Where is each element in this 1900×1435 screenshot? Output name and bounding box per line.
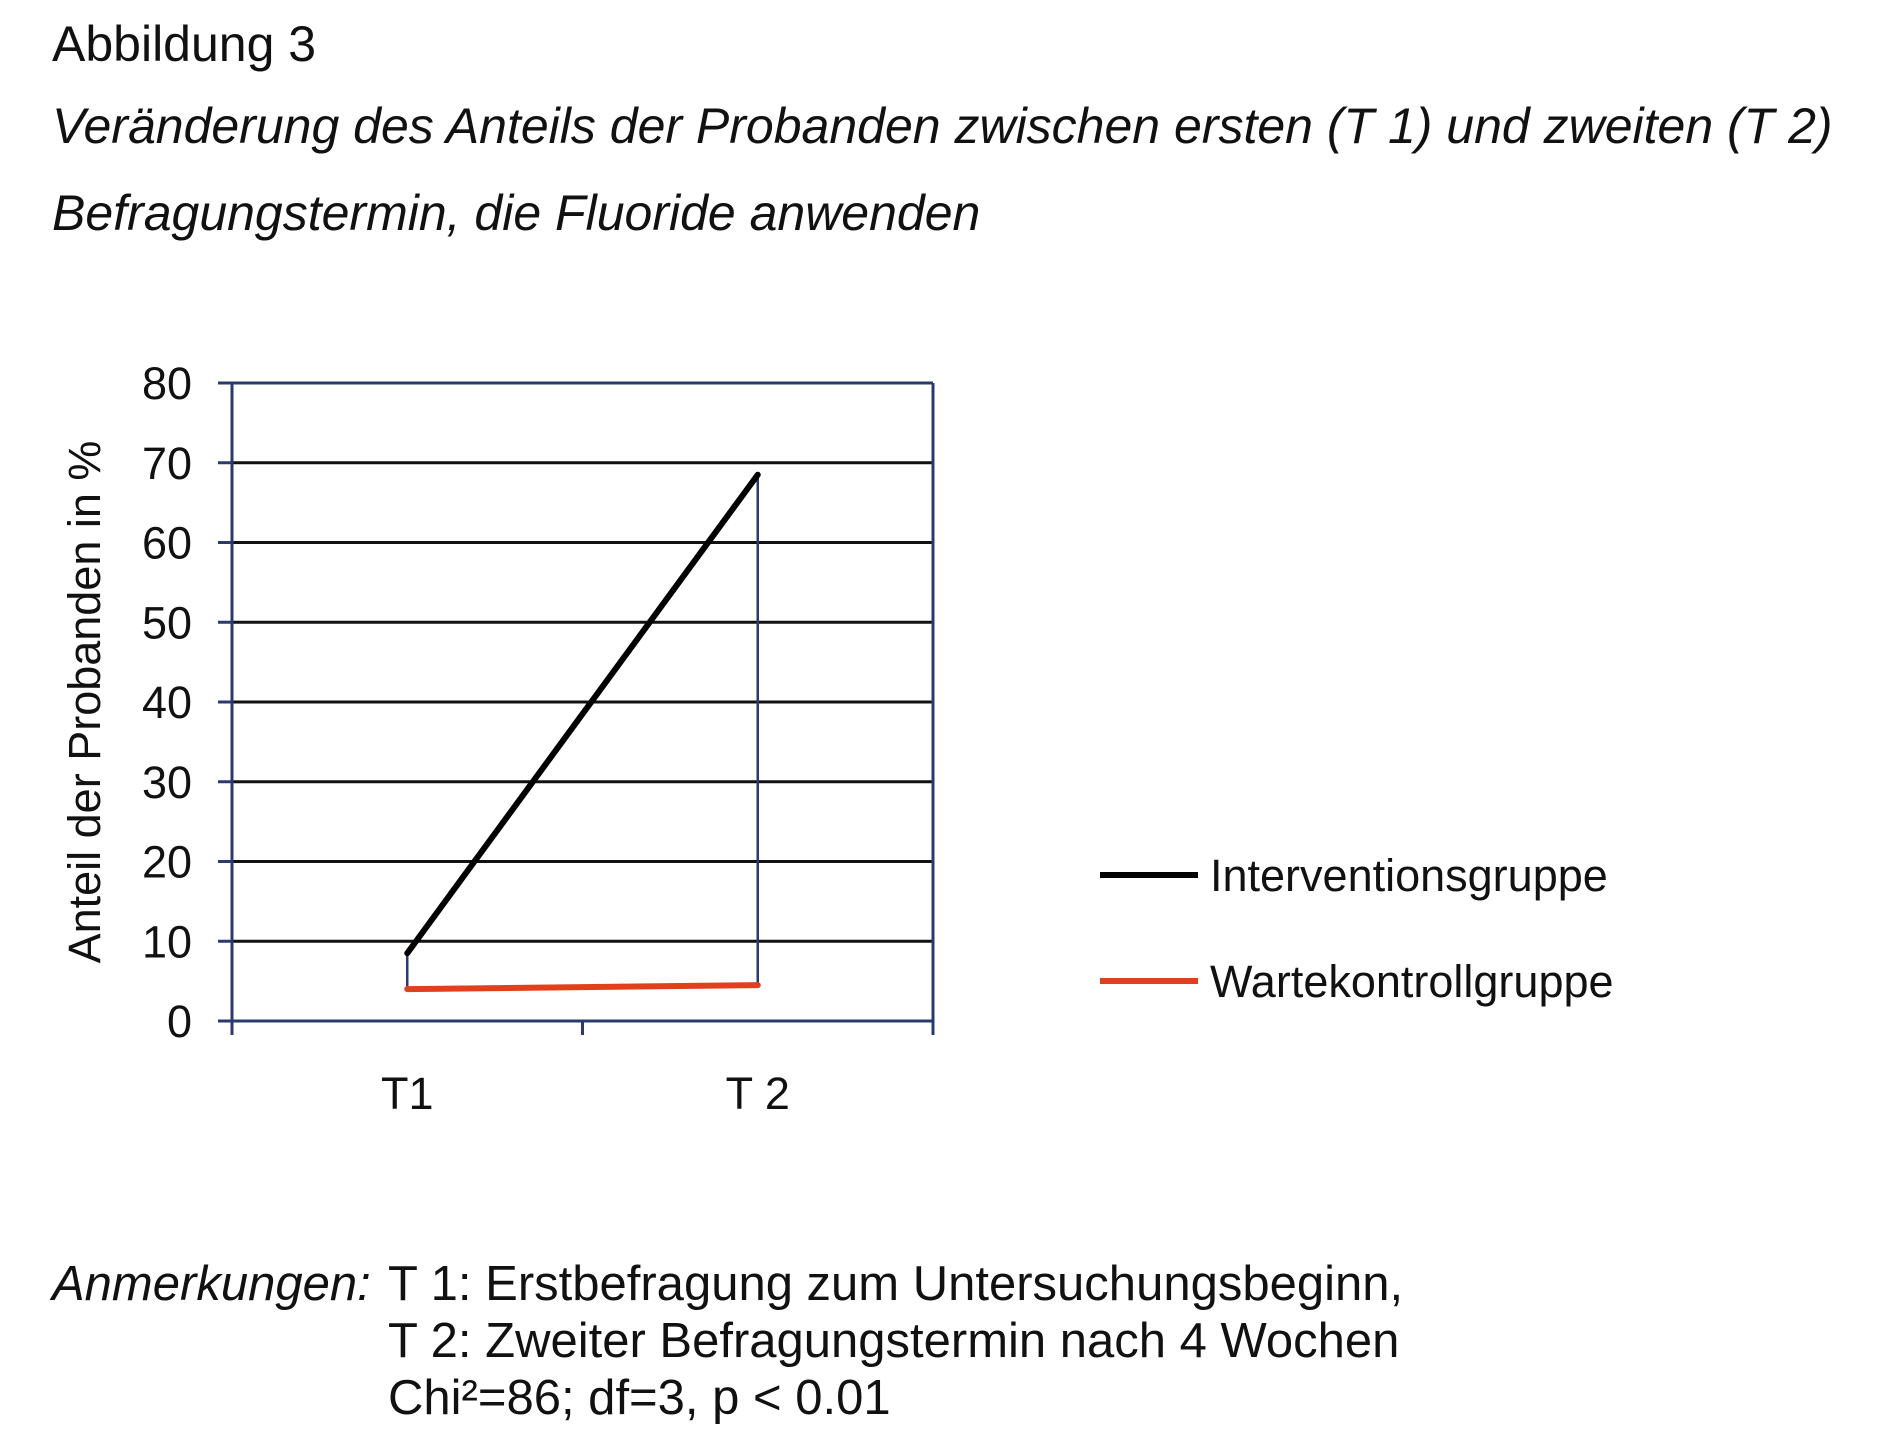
y-tick-label: 50: [141, 597, 192, 649]
notes-label: Anmerkungen:: [52, 1257, 371, 1311]
y-tick-label: 80: [141, 358, 192, 409]
legend-label: Interventionsgruppe: [1210, 850, 1608, 901]
x-tick-label: T1: [380, 1068, 434, 1119]
figure-caption-line-1: Veränderung des Anteils der Probanden zwischen ersten (T 1) und zweiten (T 2): [52, 98, 1833, 154]
x-tick-labels: [381, 1068, 790, 1119]
series-lines: [407, 475, 758, 989]
y-tick-label: 70: [141, 437, 192, 489]
y-axis-label: Anteil der Probanden in %: [59, 440, 110, 964]
axes: [218, 383, 933, 1035]
x-tick-label: T 2: [725, 1068, 790, 1119]
y-tick-label: 10: [141, 916, 192, 968]
y-tick-label: 40: [141, 677, 192, 728]
y-tick-label: 60: [141, 517, 192, 569]
drop-lines: [407, 475, 758, 989]
y-tick-label: 0: [166, 996, 192, 1047]
notes-line: T 1: Erstbefragung zum Untersuchungsbeginn,: [388, 1257, 1404, 1311]
line-chart: [0, 330, 1900, 1190]
figure-label: Abbildung 3: [52, 16, 317, 72]
legend-label: Wartekontrollgruppe: [1210, 956, 1614, 1007]
gridlines: [232, 383, 933, 941]
figure-caption-line-2: Befragungstermin, die Fluoride anwenden: [52, 185, 981, 241]
notes-lines: [388, 1256, 1403, 1427]
notes-line: Chi²=86; df=3, p < 0.01: [388, 1371, 891, 1425]
y-tick-labels: [142, 358, 192, 1047]
y-tick-label: 20: [141, 836, 192, 888]
legend: [1100, 850, 1614, 1007]
notes-line: T 2: Zweiter Befragungstermin nach 4 Wochen: [388, 1314, 1400, 1368]
series-line: [407, 985, 758, 989]
series-line: [407, 475, 758, 954]
y-tick-label: 30: [141, 756, 192, 808]
